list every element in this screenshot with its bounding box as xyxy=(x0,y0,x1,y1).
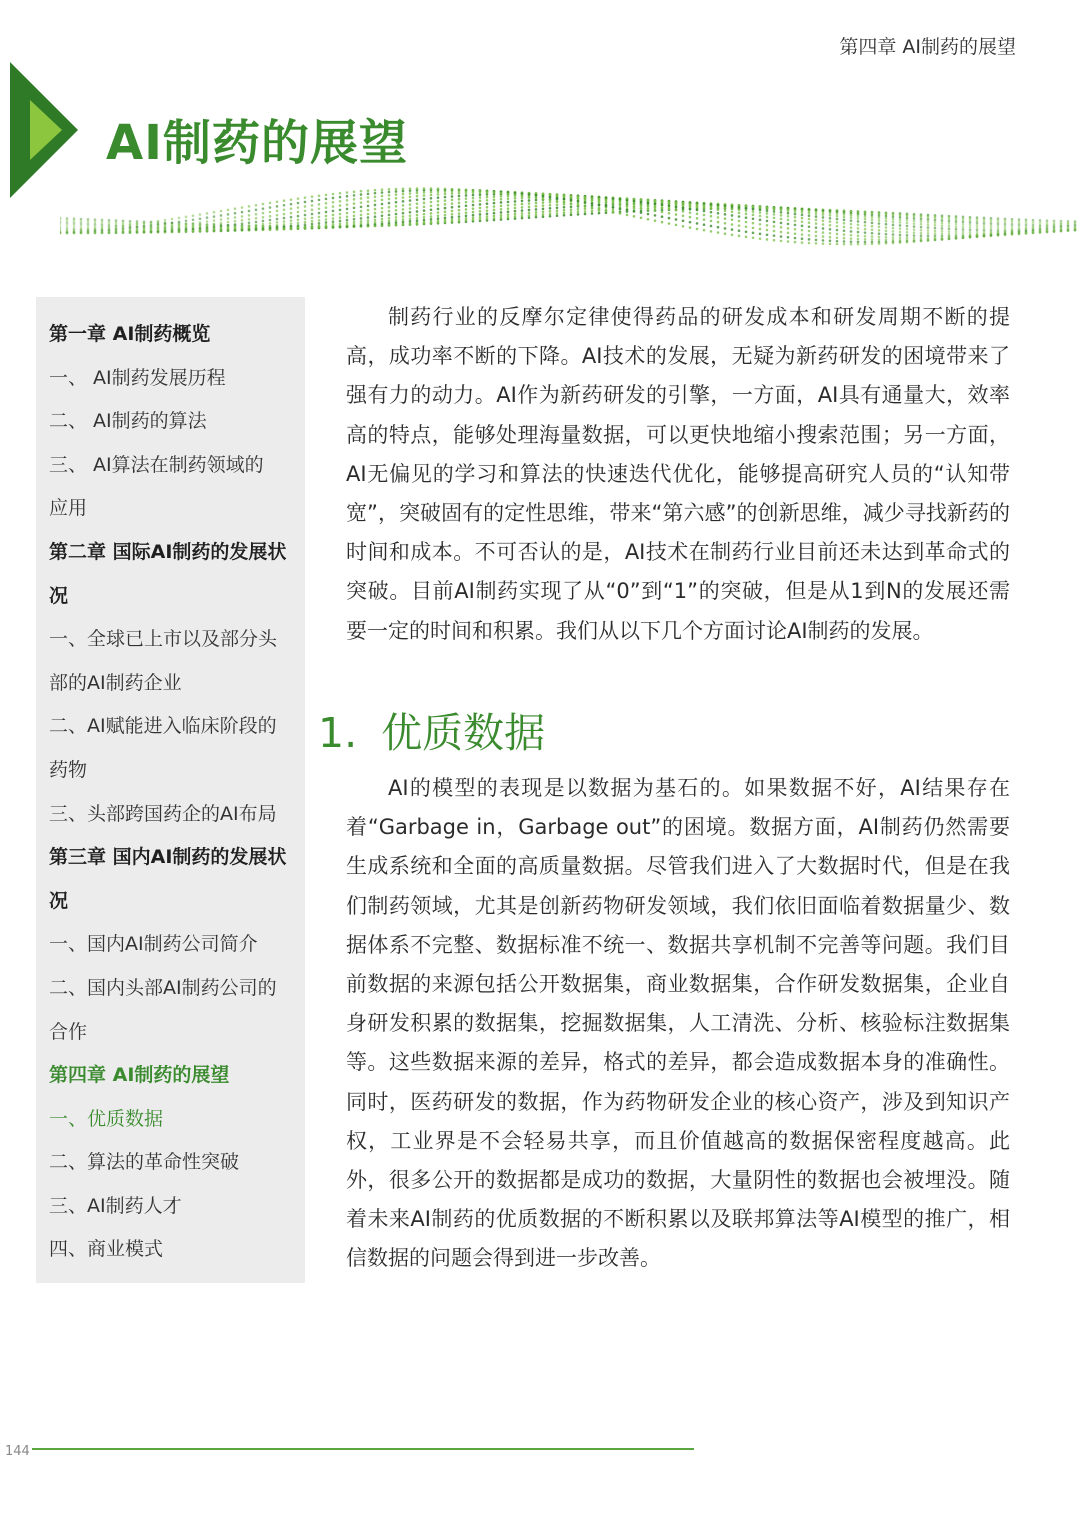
toc-item[interactable]: 部的AI制药企业 xyxy=(49,671,182,694)
toc-item[interactable]: 一、优质数据 xyxy=(49,1107,164,1130)
toc-item[interactable]: 二、AI赋能进入临床阶段的 xyxy=(49,715,277,738)
decorative-dot-wave xyxy=(60,178,1080,258)
section-body-paragraph: AI的模型的表现是以数据为基石的。如果数据不好，AI结果存在着“Garbage in，Garbage out”的困境。数据方面，AI制药仍然需要生成系统和全面的高质量数据。尽管我们进入了大数据时代，但是在我们制药领域，尤其是创新药物研发领域，我们依旧面临着数据量少、数据体系不完整、数据标准不统一、数据共享机制不完善等问题。我们目前数据的来源包括公开数据集，商业数据集，合作研发数据集，企业自身研发积累的数据集，挖掘数据集，人工清洗、分析、核验标注数据集等。这些数据来源的差异，格式的差异，都会造成数据本身的准确性。同时，医药研发的数据，作为药物研发企业的核心资产，涉及到知识产权，工业界是不会轻易共享，而且价值越高的数据保密程度越高。此外，很多公开的数据都是成功的数据，大量阴性的数据也会被埋没。随着未来AI制药的优质数据的不断积累以及联邦算法等AI模型的推广，相信数据的问题会得到进一步改善。 xyxy=(346,776,1010,1271)
toc-item[interactable]: 合作 xyxy=(49,1020,88,1043)
toc-chapter[interactable]: 第四章 AI制药的展望 xyxy=(49,1064,230,1087)
toc-item[interactable]: 二、 AI制药的算法 xyxy=(49,410,207,433)
running-header: 第四章 AI制药的展望 xyxy=(839,36,1016,58)
section-title-text: 优质数据 xyxy=(381,709,546,757)
toc-item[interactable]: 一、全球已上市以及部分头 xyxy=(49,628,278,651)
toc-chapter[interactable]: 况 xyxy=(49,584,69,607)
toc-item[interactable]: 一、 AI制药发展历程 xyxy=(49,366,226,389)
section-number: 1. xyxy=(318,709,358,757)
intro-paragraph: 制药行业的反摩尔定律使得药品的研发成本和研发周期不断的提高，成功率不断的下降。AI技术的发展，无疑为新药研发的困境带来了强有力的动力。AI作为新药研发的引擎，一方面，AI具有通量大，效率高的特点，能够处理海量数据，可以更快地缩小搜索范围；另一方面，AI无偏见的学习和算法的快速迭代优化，能够提高研究人员的“认知带宽”，突破固有的定性思维，带来“第六感”的创新思维，减少寻找新药的时间和成本。不可否认的是，AI技术在制药行业目前还未达到革命式的突破。目前AI制药实现了从“0”到“1”的突破，但是从1到N的发展还需要一定的时间和积累。我们从以下几个方面讨论AI制药的发展。 xyxy=(346,305,1010,643)
footer-rule xyxy=(28,1448,694,1450)
toc-item[interactable]: 三、头部跨国药企的AI布局 xyxy=(49,802,277,825)
toc-item[interactable]: 三、AI制药人才 xyxy=(49,1194,182,1217)
table-of-contents-sidebar xyxy=(36,297,305,1283)
page-title: AI制药的展望 xyxy=(106,115,409,171)
toc-item[interactable]: 四、商业模式 xyxy=(49,1238,164,1261)
section-heading xyxy=(318,700,545,759)
toc-item[interactable]: 应用 xyxy=(49,497,88,520)
toc-item[interactable]: 药物 xyxy=(49,758,88,781)
toc-item[interactable]: 二、算法的革命性突破 xyxy=(49,1151,240,1174)
toc-chapter[interactable]: 第一章 AI制药概览 xyxy=(49,323,211,345)
toc-chapter[interactable]: 第三章 国内AI制药的发展状 xyxy=(49,846,287,869)
toc-chapter[interactable]: 况 xyxy=(49,889,69,912)
page-number: 144 xyxy=(5,1444,30,1459)
toc-chapter[interactable]: 第二章 国际AI制药的发展状 xyxy=(49,540,287,563)
toc-item[interactable]: 三、 AI算法在制药领域的 xyxy=(49,453,264,476)
toc-item[interactable]: 一、国内AI制药公司简介 xyxy=(49,933,258,956)
toc-item[interactable]: 二、国内头部AI制药公司的 xyxy=(49,976,277,999)
